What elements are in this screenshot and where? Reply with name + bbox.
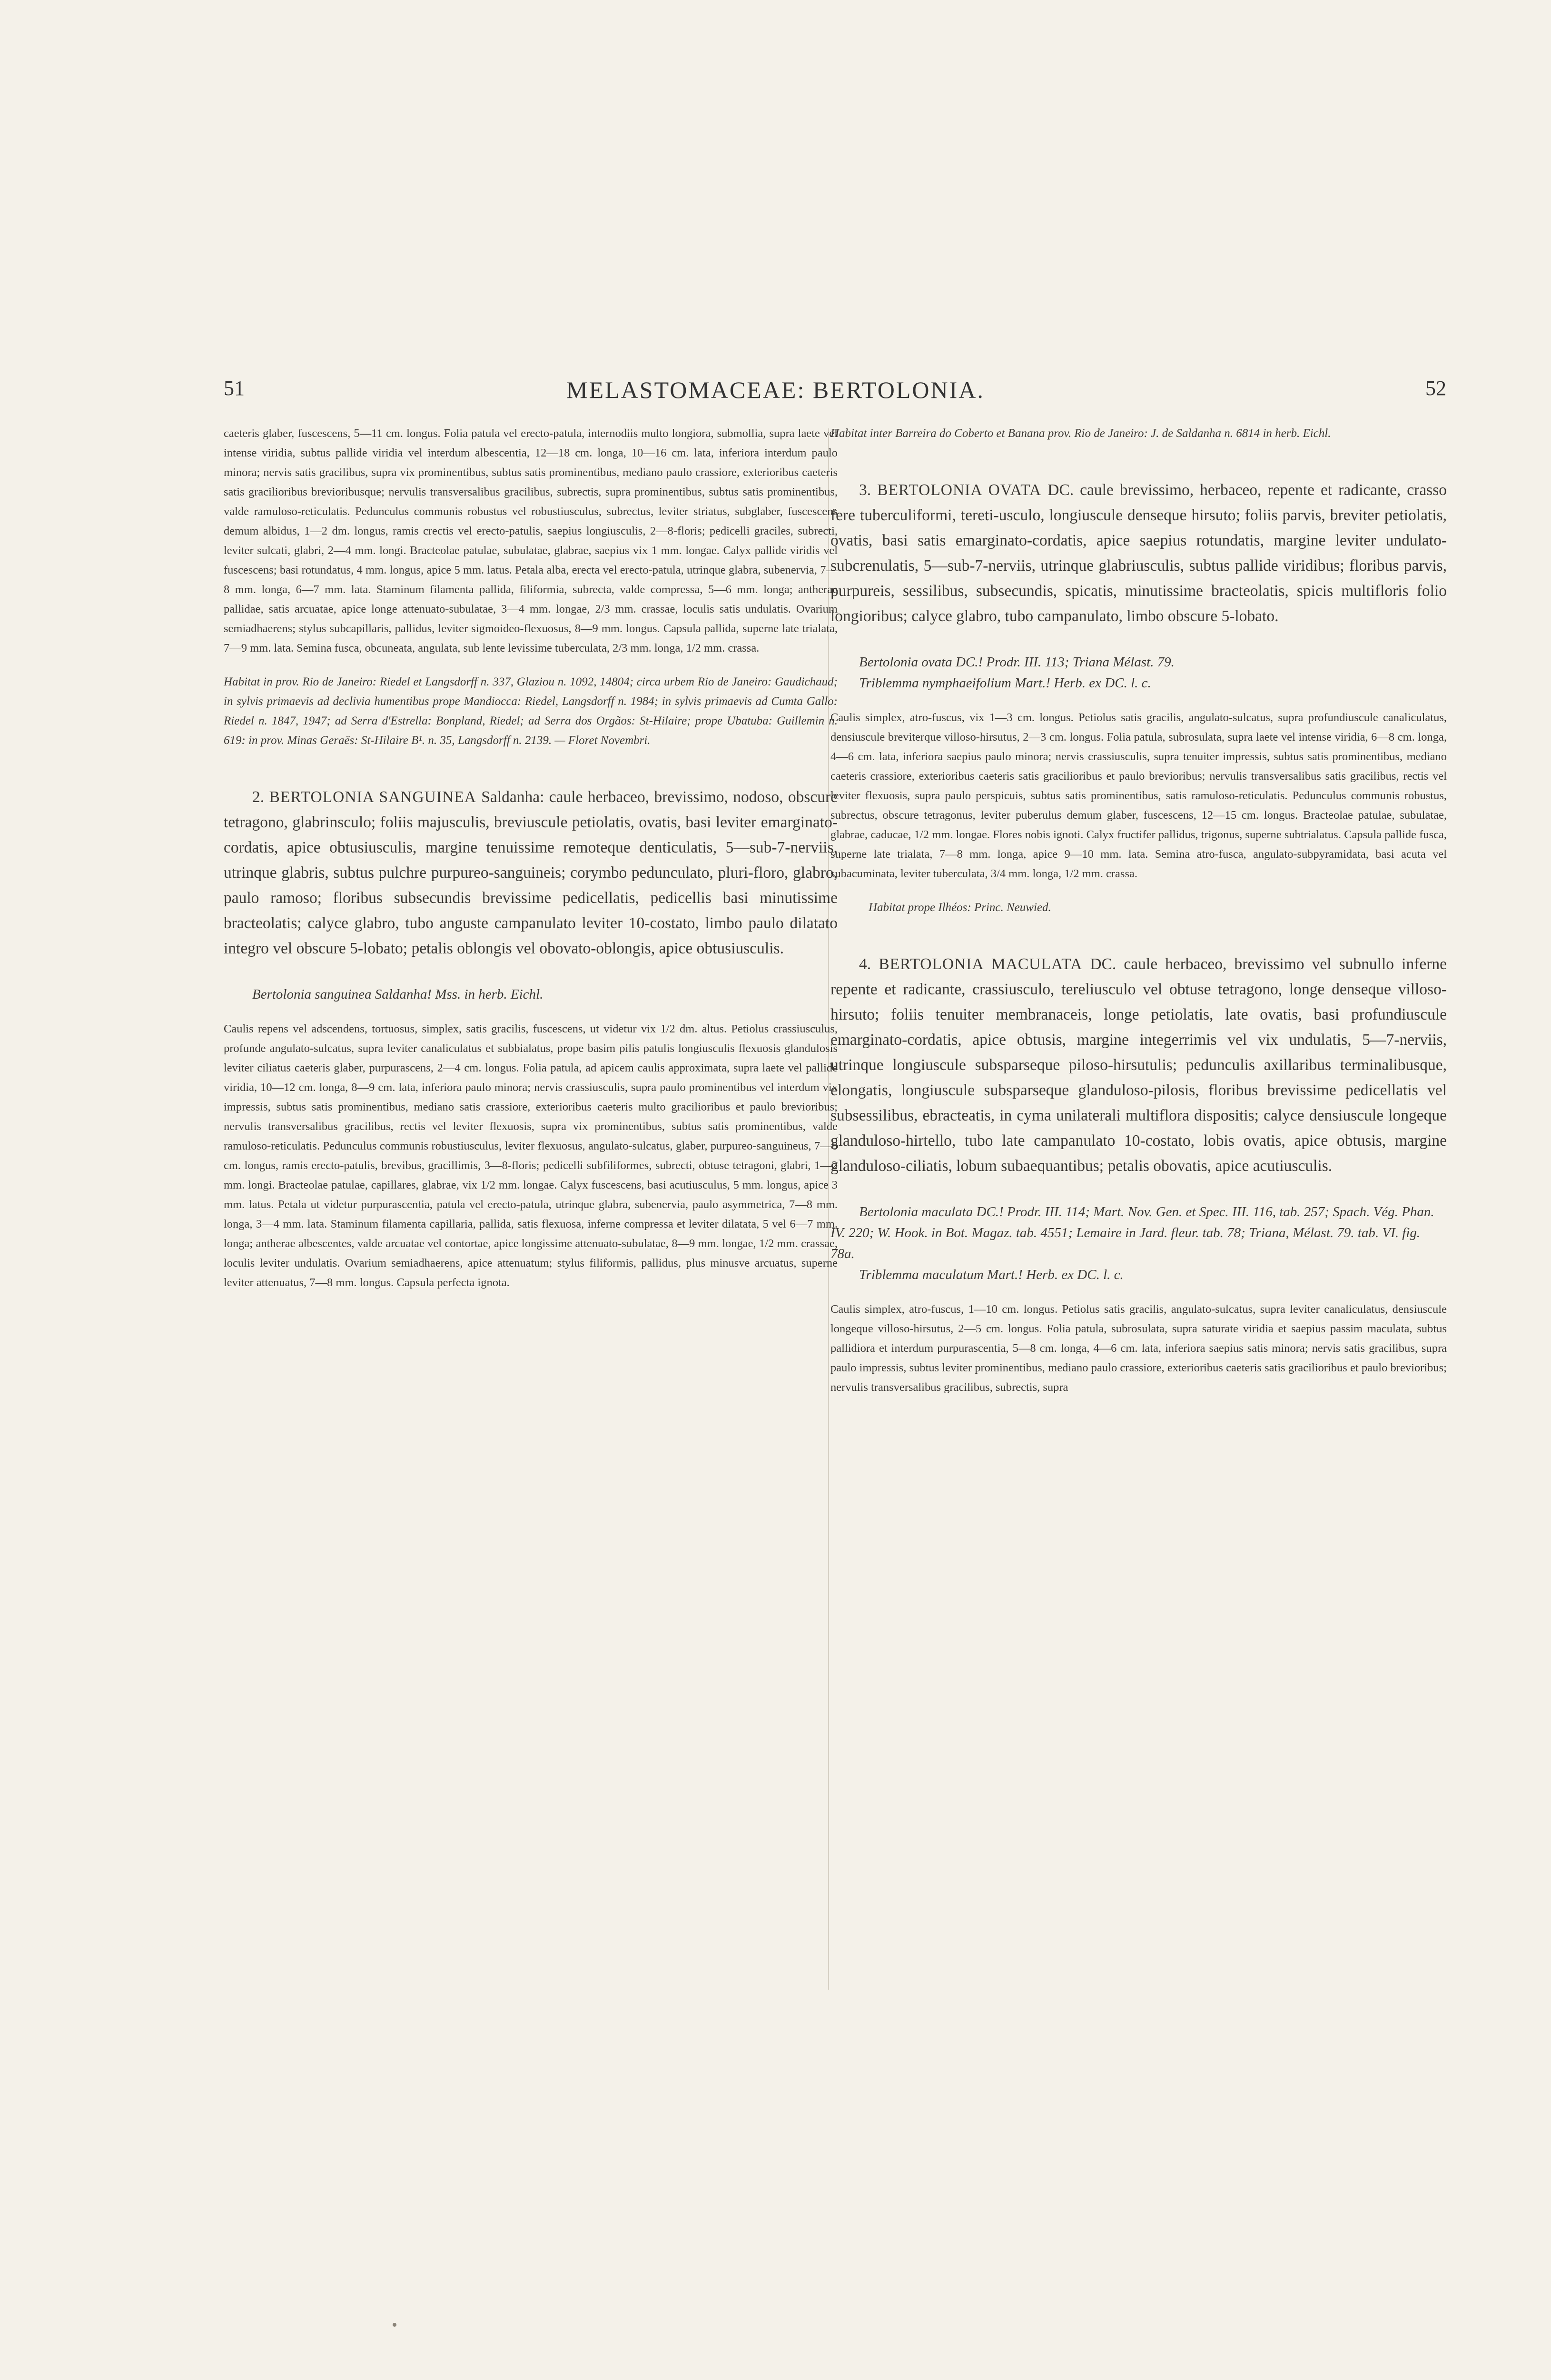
species-description: Caulis repens vel adscendens, tortuosus, simplex, satis gracilis, fuscescens, ut videtur vix 1/2 dm. altus. Petiolus crassiusculus, profunde angulato-sulcatus, supra leviter canaliculatus et subbialatus, prope basim pilis patulis longiusculis flexuosis glandulosis leviter ciliatus caeteris glaber, purpurascens, 2—4 cm. longus. Folia patula, ad apicem caulis approximata, supra laete vel pallide viridia, 10—12 cm. longa, 8—9 cm. lata, inferiora paulo minora; nervis crassiusculis, supra paulo prominentibus vel interdum vix impressis, subtus satis prominentibus, mediano satis crassiore, exterioribus caeteris multo gracilioribus et paulo brevioribus; nervulis transversalibus gracilibus, rectis vel leviter flexuosis, supra vix prominentibus, subtus satis prominentibus, valde ramuloso-reticulatis. Pedunculus communis robustiusculus, leviter flexuosus, angulato-sulcatus, glaber, purpureo-sanguineus, 7—8 cm. longus, ramis erecto-patulis, brevibus, gracillimis, 3—8-floris; pedicelli subfiliformes, subrecti, obtuse tetragoni, glabri, 1—2 mm. longi. Bracteolae patulae, capillares, glabrae, vix 1/2 mm. longae. Calyx fuscescens, basi acutiusculus, 5 mm. longus, apice 3 mm. latus. Petala ut videtur purpurascentia, patula vel erecto-patula, utrinque glabra, subenervia, paulo asymmetrica, 7—8 mm. longa, 3—4 mm. lata. Staminum filamenta capillaria, pallida, satis flexuosa, inferne compressa et leviter dilatata, 5 vel 6—7 mm. longa; antherae albescentes, valde arcuatae vel contortae, apice longissime attenuato-subulatae, 8—9 mm. longae, 1/2 mm. crassae, loculis leviter undulatis. Ovarium semiadhaerens, apice attenuatum; stylus filiformis, pallidus, plus minusve arcuatus, superne leviter attenuatus, 7—8 mm. longus. Capsula perfecta ignota. <box>224 1022 838 1289</box>
species-author: Saldanha: <box>481 788 544 806</box>
species-number: 3. <box>859 481 871 499</box>
right-column <box>830 424 1447 1397</box>
synonym-line: Bertolonia maculata DC.! Prodr. III. 114; Mart. Nov. Gen. et Spec. III. 116, tab. 257; Spach. Vég. Phan. IV. 220; W. Hook. in Bot. Magaz. tab. 4551; Lemaire in Jard. fleur. tab. 78; Triana, Mélast. 79. tab. VI. fig. 78a. <box>830 1204 1434 1261</box>
species-author: DC. <box>1047 481 1074 499</box>
habitat-paragraph: Habitat prope Ilhéos: Princ. Neuwied. <box>869 901 1051 914</box>
species-description: Caulis simplex, atro-fuscus, vix 1—3 cm. longus. Petiolus satis gracilis, angulato-sulcatus, supra profundiuscule canaliculatus, densiuscule breviterque villoso-hirsutus, 2—3 cm. longus. Folia patula, subrosulata, supra laete vel intense viridia, 6—8 cm. longa, 4—6 cm. lata, inferiora saepius paulo minora; nervis crassiusculis, supra tenuiter impressis, subtus satis prominentibus, mediano caeteris crassiore, exterioribus caeteris satis gracilioribus et paulo brevioribus; nervulis transversalibus satis gracilibus, rectis vel leviter flexuosis, supra paulo perspicuis, subtus satis prominentibus, satis ramuloso-reticulatis. Pedunculus communis robustus, subrectus, obscure tetragonus, leviter puberulus demum glaber, fuscescens, 12—15 cm. longus. Bracteolae patulae, subulatae, glabrae, caducae, 1/2 mm. longae. Flores nobis ignoti. Calyx fructifer pallidus, trigonus, superne subtrialatus. Capsula pallide fusca, superne late trialata, 7—8 mm. longa, apice 9—10 mm. lata. Semina atro-fusca, angulato-subpyramidata, basi acuta vel subacuminata, leviter tuberculata, 3/4 mm. longa, 1/2 mm. crassa. <box>830 711 1447 880</box>
synonym-line: Triblemma maculatum Mart.! Herb. ex DC. l. c. <box>859 1267 1124 1282</box>
species-name: BERTOLONIA SANGUINEA <box>269 788 476 806</box>
species-diagnosis: caule brevissimo, herbaceo, repente et radicante, crasso fere tuberculiformi, tereti-usculo, longiuscule denseque hirsuto; foliis parvis, breviter petiolatis, ovatis, basi satis emarginato-cordatis, apice saepius rotundatis, margine leviter undulato-subcrenulatis, 5—sub-7-nerviis, utrinque glabriusculis, subtus pallide viridibus; floribus parvis, purpureis, sessilibus, subsecundis, spicatis, minutissime bracteolatis, spicis multifloris folio longioribus; calyce glabro, tubo campanulato, limbo obscure 5-lobato. <box>830 481 1447 625</box>
species-author: DC. <box>1090 955 1116 973</box>
synonym-line: Bertolonia sanguinea Saldanha! Mss. in herb. Eichl. <box>252 987 543 1002</box>
species-name: BERTOLONIA MACULATA <box>879 955 1083 973</box>
left-column <box>224 424 838 1292</box>
species-heading-ovata <box>830 477 1447 629</box>
description-continued: caeteris glaber, fuscescens, 5—11 cm. longus. Folia patula vel erecto-patula, internodiis multo longiora, submollia, supra laete vel intense viridia, subtus pallide viridia vel interdum albescentia, 12—18 cm. longa, 10—16 cm. lata, inferiora interdum paulo minora; nervis satis gracilibus, supra vix prominentibus, subtus satis prominentibus, mediano paulo crassiore, exterioribus caeteris satis gracilioribus brevioribusque; nervulis transversalibus gracilibus, subrectis, supra prominentibus, subtus satis prominentibus, valde ramuloso-reticulatis. Pedunculus communis robustus vel robustiusculus, subrectus, leviter striatus, subglaber, fuscescens demum albidus, 1—2 dm. longus, ramis crectis vel erecto-patulis, saepius longiusculis, 2—8-floris; pedicelli graciles, subrecti, leviter sulcati, glabri, 2—4 mm. longi. Bracteolae patulae, subulatae, glabrae, saepius vix 1 mm. longae. Calyx pallide viridis vel fuscescens; basi rotundatus, 4 mm. longus, apice 5 mm. latus. Petala alba, erecta vel erecto-patula, utrinque glabra, subenervia, 7—8 mm. longa, 6—7 mm. lata. Staminum filamenta pallida, filiformia, subrecta, valde compressa, 5—6 mm. longa; antherae pallidae, satis arcuatae, apice longe attenuato-subulatae, 3—4 mm. longae, 2/3 mm. crassae, loculis satis undulatis. Ovarium semiadhaerens; stylus subcapillaris, pallidus, leviter sigmoideo-flexuosus, 8—9 mm. longus. Capsula pallida, superne late trialata, 7—9 mm. lata. Semina fusca, obcuneata, angulata, sub lente levissime tuberculata, 2/3 mm. longa, 1/2 mm. crassa. <box>224 427 838 654</box>
species-diagnosis: caule herbaceo, brevissimo vel subnullo inferne repente et radicante, crassiusculo, tereliusculo vel obtuse tetragono, longe denseque villoso-hirsuto; foliis tenuiter membranaceis, longe petiolatis, late ovatis, basi profundiuscule emarginato-cordatis, apice obtusis, margine integerrimis vel vix undulatis, 5—7-nerviis, utrinque longiuscule subsparseque piloso-hirsutulis; pedunculis axillaribus terminalibusque, elongatis, longiuscule subsparseque glanduloso-pilosis, floribus brevissime pedicellatis vel subsessilibus, ebracteatis, in cyma unilaterali multiflora dispositis; calyce densiuscule longeque glanduloso-hirtello, tubo late campanulato 10-costato, lobis ovatis, apice obtusis, margine glanduloso-ciliatis, lobum subaequantibus; petalis obovatis, apice acutiusculis. <box>830 955 1447 1175</box>
species-heading-sanguinea <box>224 784 838 961</box>
page-header <box>0 376 1551 405</box>
habitat-paragraph: Habitat in prov. Rio de Janeiro: Riedel et Langsdorff n. 337, Glaziou n. 1092, 14804; circa urbem Rio de Janeiro: Gaudichaud; in sylvis primaevis ad declivia humentibus prope Mandiocca: Riedel, Langsdorff n. 1984; in sylvis primaevis ad Cumta Gallo: Riedel n. 1847, 1947; ad Serra d'Estrella: Bonpland, Riedel; ad Serra dos Orgãos: St-Hilaire; prope Ubatuba: Guillemin n. 619: in prov. Minas Geraës: St-Hilaire B¹. n. 35, Langsdorff n. 2139. — Floret Novembri. <box>224 675 838 747</box>
species-number: 4. <box>859 955 871 973</box>
page-number-right: 52 <box>1425 377 1446 400</box>
species-number: 2. <box>252 788 265 806</box>
species-diagnosis: caule herbaceo, brevissimo, nodoso, obscure tetragono, glabrinsculo; foliis majusculis, breviuscule petiolatis, ovatis, basi leviter emarginato-cordatis, apice obtusiusculis, margine tenuissime remoteque denticulatis, 5—sub-7-nerviis, utrinque glabris, subtus pulchre purpureo-sanguineis; corymbo pedunculato, pluri-floro, glabro, paulo ramoso; floribus subsecundis brevissime pedicellatis, pedicellis basi minutissime bracteolatis; calyce glabro, tubo anguste campanulato leviter 10-costato, limbo paulo dilatato integro vel obscure 5-lobato; petalis oblongis vel obovato-oblongis, apice obtusiusculis. <box>224 788 838 957</box>
synonym-line: Triblemma nymphaeifolium Mart.! Herb. ex DC. l. c. <box>859 675 1151 691</box>
species-heading-maculata <box>830 952 1447 1179</box>
species-name: BERTOLONIA OVATA <box>877 481 1042 499</box>
synonym-line: Bertolonia ovata DC.! Prodr. III. 113; Triana Mélast. 79. <box>859 654 1175 670</box>
page-number-left: 51 <box>224 377 245 400</box>
paper-speck <box>393 2323 396 2327</box>
running-title: MELASTOMACEAE: BERTOLONIA. <box>566 377 985 403</box>
habitat-paragraph: Habitat inter Barreira do Coberto et Banana prov. Rio de Janeiro: J. de Saldanha n. 6814 in herb. Eichl. <box>830 427 1331 440</box>
species-description: Caulis simplex, atro-fuscus, 1—10 cm. longus. Petiolus satis gracilis, angulato-sulcatus, supra leviter canaliculatus, densiuscule longeque villoso-hirsutus, 2—5 cm. longus. Folia patula, subrosulata, supra saturate viridia et saepius passim maculata, subtus pallidiora et interdum purpurascentia, 5—8 cm. longa, 4—6 cm. lata, inferiora saepius satis minora; nervis satis gracilibus, supra paulo impressis, subtus leviter prominentibus, mediano paulo crassiore, exterioribus caeteris satis gracilioribus et paulo brevioribus; nervulis transversalibus gracilibus, subrectis, supra <box>830 1303 1447 1394</box>
